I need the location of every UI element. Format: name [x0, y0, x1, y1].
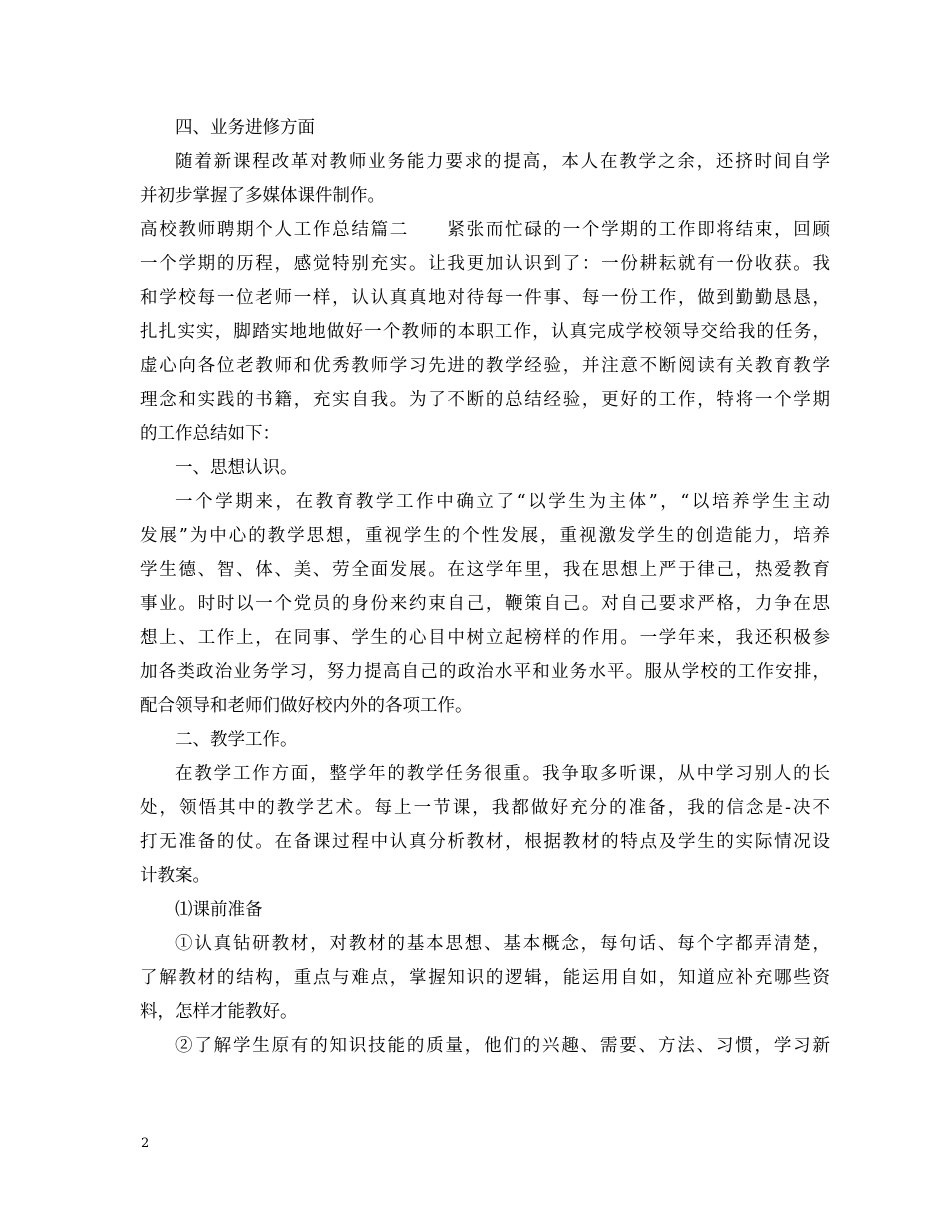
paragraph-line: 加各类政治业务学习，努力提高自己的政治水平和业务水平。服从学校的工作安排，: [140, 662, 830, 682]
section-heading: 二、教学工作。: [175, 730, 298, 750]
paragraph-line: 处，领悟其中的教学艺术。每上一节课，我都做好充分的准备，我的信念是-决不: [140, 798, 830, 818]
paragraph-line: 的工作总结如下：: [140, 424, 280, 444]
paragraph-line: 理念和实践的书籍，充实自我。为了不断的总结经验，更好的工作，特将一个学期: [140, 390, 830, 410]
paragraph-line: ②了解学生原有的知识技能的质量，他们的兴趣、需要、方法、习惯，学习新: [175, 1036, 830, 1056]
paragraph-line: 学生德、智、体、美、劳全面发展。在这学年里，我在思想上严于律己，热爱教育: [140, 560, 830, 580]
paragraph-line: 配合领导和老师们做好校内外的各项工作。: [140, 696, 473, 716]
paragraph-line: 了解教材的结构，重点与难点，掌握知识的逻辑，能运用自如，知道应补充哪些资: [140, 968, 830, 988]
paragraph-line: 一个学期来，在教育教学工作中确立了“以学生为主体”，“以培养学生主动: [175, 492, 830, 512]
article-title-line: 高校教师聘期个人工作总结篇二 紧张而忙碌的一个学期的工作即将结束，回顾: [140, 220, 830, 240]
page-number: 2: [141, 1136, 150, 1151]
section-heading: 四、业务进修方面: [175, 118, 315, 138]
paragraph-line: 料，怎样才能教好。: [140, 1002, 298, 1022]
subsection-heading: ⑴课前准备: [175, 900, 263, 920]
paragraph-line: 和学校每一位老师一样，认认真真地对待每一件事、每一份工作，做到勤勤恳恳，: [140, 288, 830, 308]
section-heading: 一、思想认识。: [175, 458, 298, 478]
paragraph-line: 在教学工作方面，整学年的教学任务很重。我争取多听课，从中学习别人的长: [175, 764, 830, 784]
paragraph-line: 计教案。: [140, 866, 210, 886]
paragraph-line: 虚心向各位老教师和优秀教师学习先进的教学经验，并注意不断阅读有关教育教学: [140, 356, 830, 376]
paragraph-line: 想上、工作上，在同事、学生的心目中树立起榜样的作用。一学年来，我还积极参: [140, 628, 830, 648]
paragraph-line: ①认真钻研教材，对教材的基本思想、基本概念，每句话、每个字都弄清楚，: [175, 934, 830, 954]
paragraph-line: 扎扎实实，脚踏实地地做好一个教师的本职工作，认真完成学校领导交给我的任务，: [140, 322, 830, 342]
paragraph-line: 随着新课程改革对教师业务能力要求的提高，本人在教学之余，还挤时间自学: [175, 152, 830, 172]
paragraph-line: 打无准备的仗。在备课过程中认真分析教材，根据教材的特点及学生的实际情况设: [140, 832, 830, 852]
paragraph-line: 一个学期的历程，感觉特别充实。让我更加认识到了：一份耕耘就有一份收获。我: [140, 254, 830, 274]
paragraph-line: 并初步掌握了多媒体课件制作。: [140, 186, 385, 206]
paragraph-line: 发展”为中心的教学思想，重视学生的个性发展，重视激发学生的创造能力，培养: [140, 526, 830, 546]
paragraph-line: 事业。时时以一个党员的身份来约束自己，鞭策自己。对自己要求严格，力争在思: [140, 594, 830, 614]
